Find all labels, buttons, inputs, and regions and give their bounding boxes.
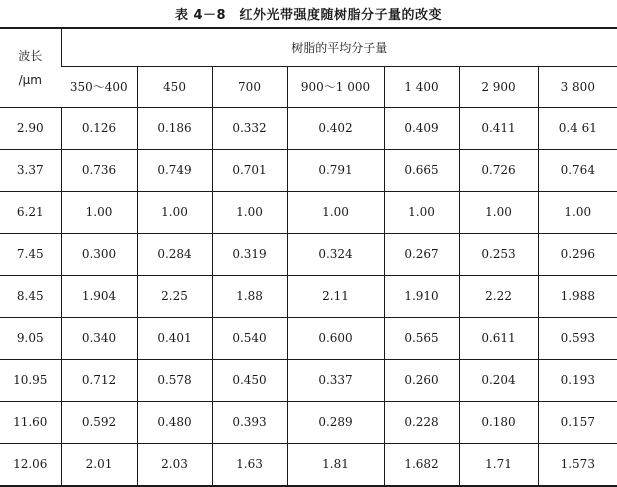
- value-cell: 0.593: [538, 317, 617, 359]
- value-cell: 0.480: [137, 401, 212, 443]
- column-header: 1 400: [384, 66, 459, 107]
- value-cell: 0.393: [212, 401, 287, 443]
- wavelength-header: [0, 28, 61, 107]
- value-cell: 0.401: [137, 317, 212, 359]
- wavelength-label: 波长: [18, 48, 43, 63]
- value-cell: 0.578: [137, 359, 212, 401]
- value-cell: 2.25: [137, 275, 212, 317]
- value-cell: 0.611: [459, 317, 538, 359]
- value-cell: 1.00: [61, 191, 137, 233]
- value-cell: 0.180: [459, 401, 538, 443]
- column-header-row: [0, 66, 617, 107]
- value-cell: 0.296: [538, 233, 617, 275]
- wavelength-cell: 6.21: [0, 191, 61, 233]
- table-row: [0, 107, 617, 149]
- value-cell: 0.126: [61, 107, 137, 149]
- table-row: [0, 275, 617, 317]
- value-cell: 2.22: [459, 275, 538, 317]
- wavelength-cell: 7.45: [0, 233, 61, 275]
- value-cell: 0.260: [384, 359, 459, 401]
- value-cell: 0.701: [212, 149, 287, 191]
- value-cell: 0.450: [212, 359, 287, 401]
- value-cell: 0.409: [384, 107, 459, 149]
- value-cell: 0.193: [538, 359, 617, 401]
- table-row: [0, 359, 617, 401]
- table-body: [0, 107, 617, 486]
- value-cell: 0.186: [137, 107, 212, 149]
- table-row: [0, 191, 617, 233]
- value-cell: 1.71: [459, 443, 538, 486]
- value-cell: 0.324: [287, 233, 384, 275]
- molecular-weight-group-header: 树脂的平均分子量: [61, 28, 617, 66]
- value-cell: 1.910: [384, 275, 459, 317]
- value-cell: 2.01: [61, 443, 137, 486]
- table-row: [0, 317, 617, 359]
- column-header: 3 800: [538, 66, 617, 107]
- wavelength-cell: 12.06: [0, 443, 61, 486]
- column-header: 450: [137, 66, 212, 107]
- value-cell: 1.88: [212, 275, 287, 317]
- value-cell: 1.00: [287, 191, 384, 233]
- wavelength-cell: 11.60: [0, 401, 61, 443]
- column-header: 350～400: [61, 66, 137, 107]
- value-cell: 0.300: [61, 233, 137, 275]
- wavelength-cell: 10.95: [0, 359, 61, 401]
- value-cell: 0.540: [212, 317, 287, 359]
- value-cell: 0.267: [384, 233, 459, 275]
- table-row: [0, 233, 617, 275]
- column-header: 900～1 000: [287, 66, 384, 107]
- wavelength-cell: 3.37: [0, 149, 61, 191]
- value-cell: 0.157: [538, 401, 617, 443]
- value-cell: 0.253: [459, 233, 538, 275]
- value-cell: 0.712: [61, 359, 137, 401]
- value-cell: 0.332: [212, 107, 287, 149]
- value-cell: 0.204: [459, 359, 538, 401]
- value-cell: 1.573: [538, 443, 617, 486]
- value-cell: 1.00: [459, 191, 538, 233]
- value-cell: 0.284: [137, 233, 212, 275]
- value-cell: 1.988: [538, 275, 617, 317]
- wavelength-cell: 2.90: [0, 107, 61, 149]
- table-caption: 表 4－8 红外光带强度随树脂分子量的改变: [174, 8, 443, 23]
- wavelength-cell: 9.05: [0, 317, 61, 359]
- value-cell: 1.00: [538, 191, 617, 233]
- value-cell: 0.764: [538, 149, 617, 191]
- value-cell: 0.749: [137, 149, 212, 191]
- value-cell: 0.565: [384, 317, 459, 359]
- table-row: [0, 149, 617, 191]
- table-row: [0, 443, 617, 486]
- value-cell: 0.665: [384, 149, 459, 191]
- value-cell: 0.4 61: [538, 107, 617, 149]
- wavelength-cell: 8.45: [0, 275, 61, 317]
- column-header: 2 900: [459, 66, 538, 107]
- value-cell: 1.682: [384, 443, 459, 486]
- value-cell: 0.289: [287, 401, 384, 443]
- value-cell: 2.11: [287, 275, 384, 317]
- value-cell: 0.726: [459, 149, 538, 191]
- value-cell: 2.03: [137, 443, 212, 486]
- value-cell: 1.00: [137, 191, 212, 233]
- value-cell: 0.402: [287, 107, 384, 149]
- value-cell: 1.81: [287, 443, 384, 486]
- value-cell: 0.319: [212, 233, 287, 275]
- value-cell: 0.736: [61, 149, 137, 191]
- column-header: 700: [212, 66, 287, 107]
- value-cell: 0.228: [384, 401, 459, 443]
- value-cell: 0.791: [287, 149, 384, 191]
- value-cell: 1.904: [61, 275, 137, 317]
- value-cell: 0.600: [287, 317, 384, 359]
- table-row: [0, 401, 617, 443]
- value-cell: 0.592: [61, 401, 137, 443]
- value-cell: 0.411: [459, 107, 538, 149]
- value-cell: 1.00: [212, 191, 287, 233]
- value-cell: 1.00: [384, 191, 459, 233]
- data-table: [0, 27, 617, 487]
- value-cell: 1.63: [212, 443, 287, 486]
- wavelength-unit: /μm: [18, 72, 42, 87]
- header-group-row: [0, 28, 617, 66]
- value-cell: 0.337: [287, 359, 384, 401]
- value-cell: 0.340: [61, 317, 137, 359]
